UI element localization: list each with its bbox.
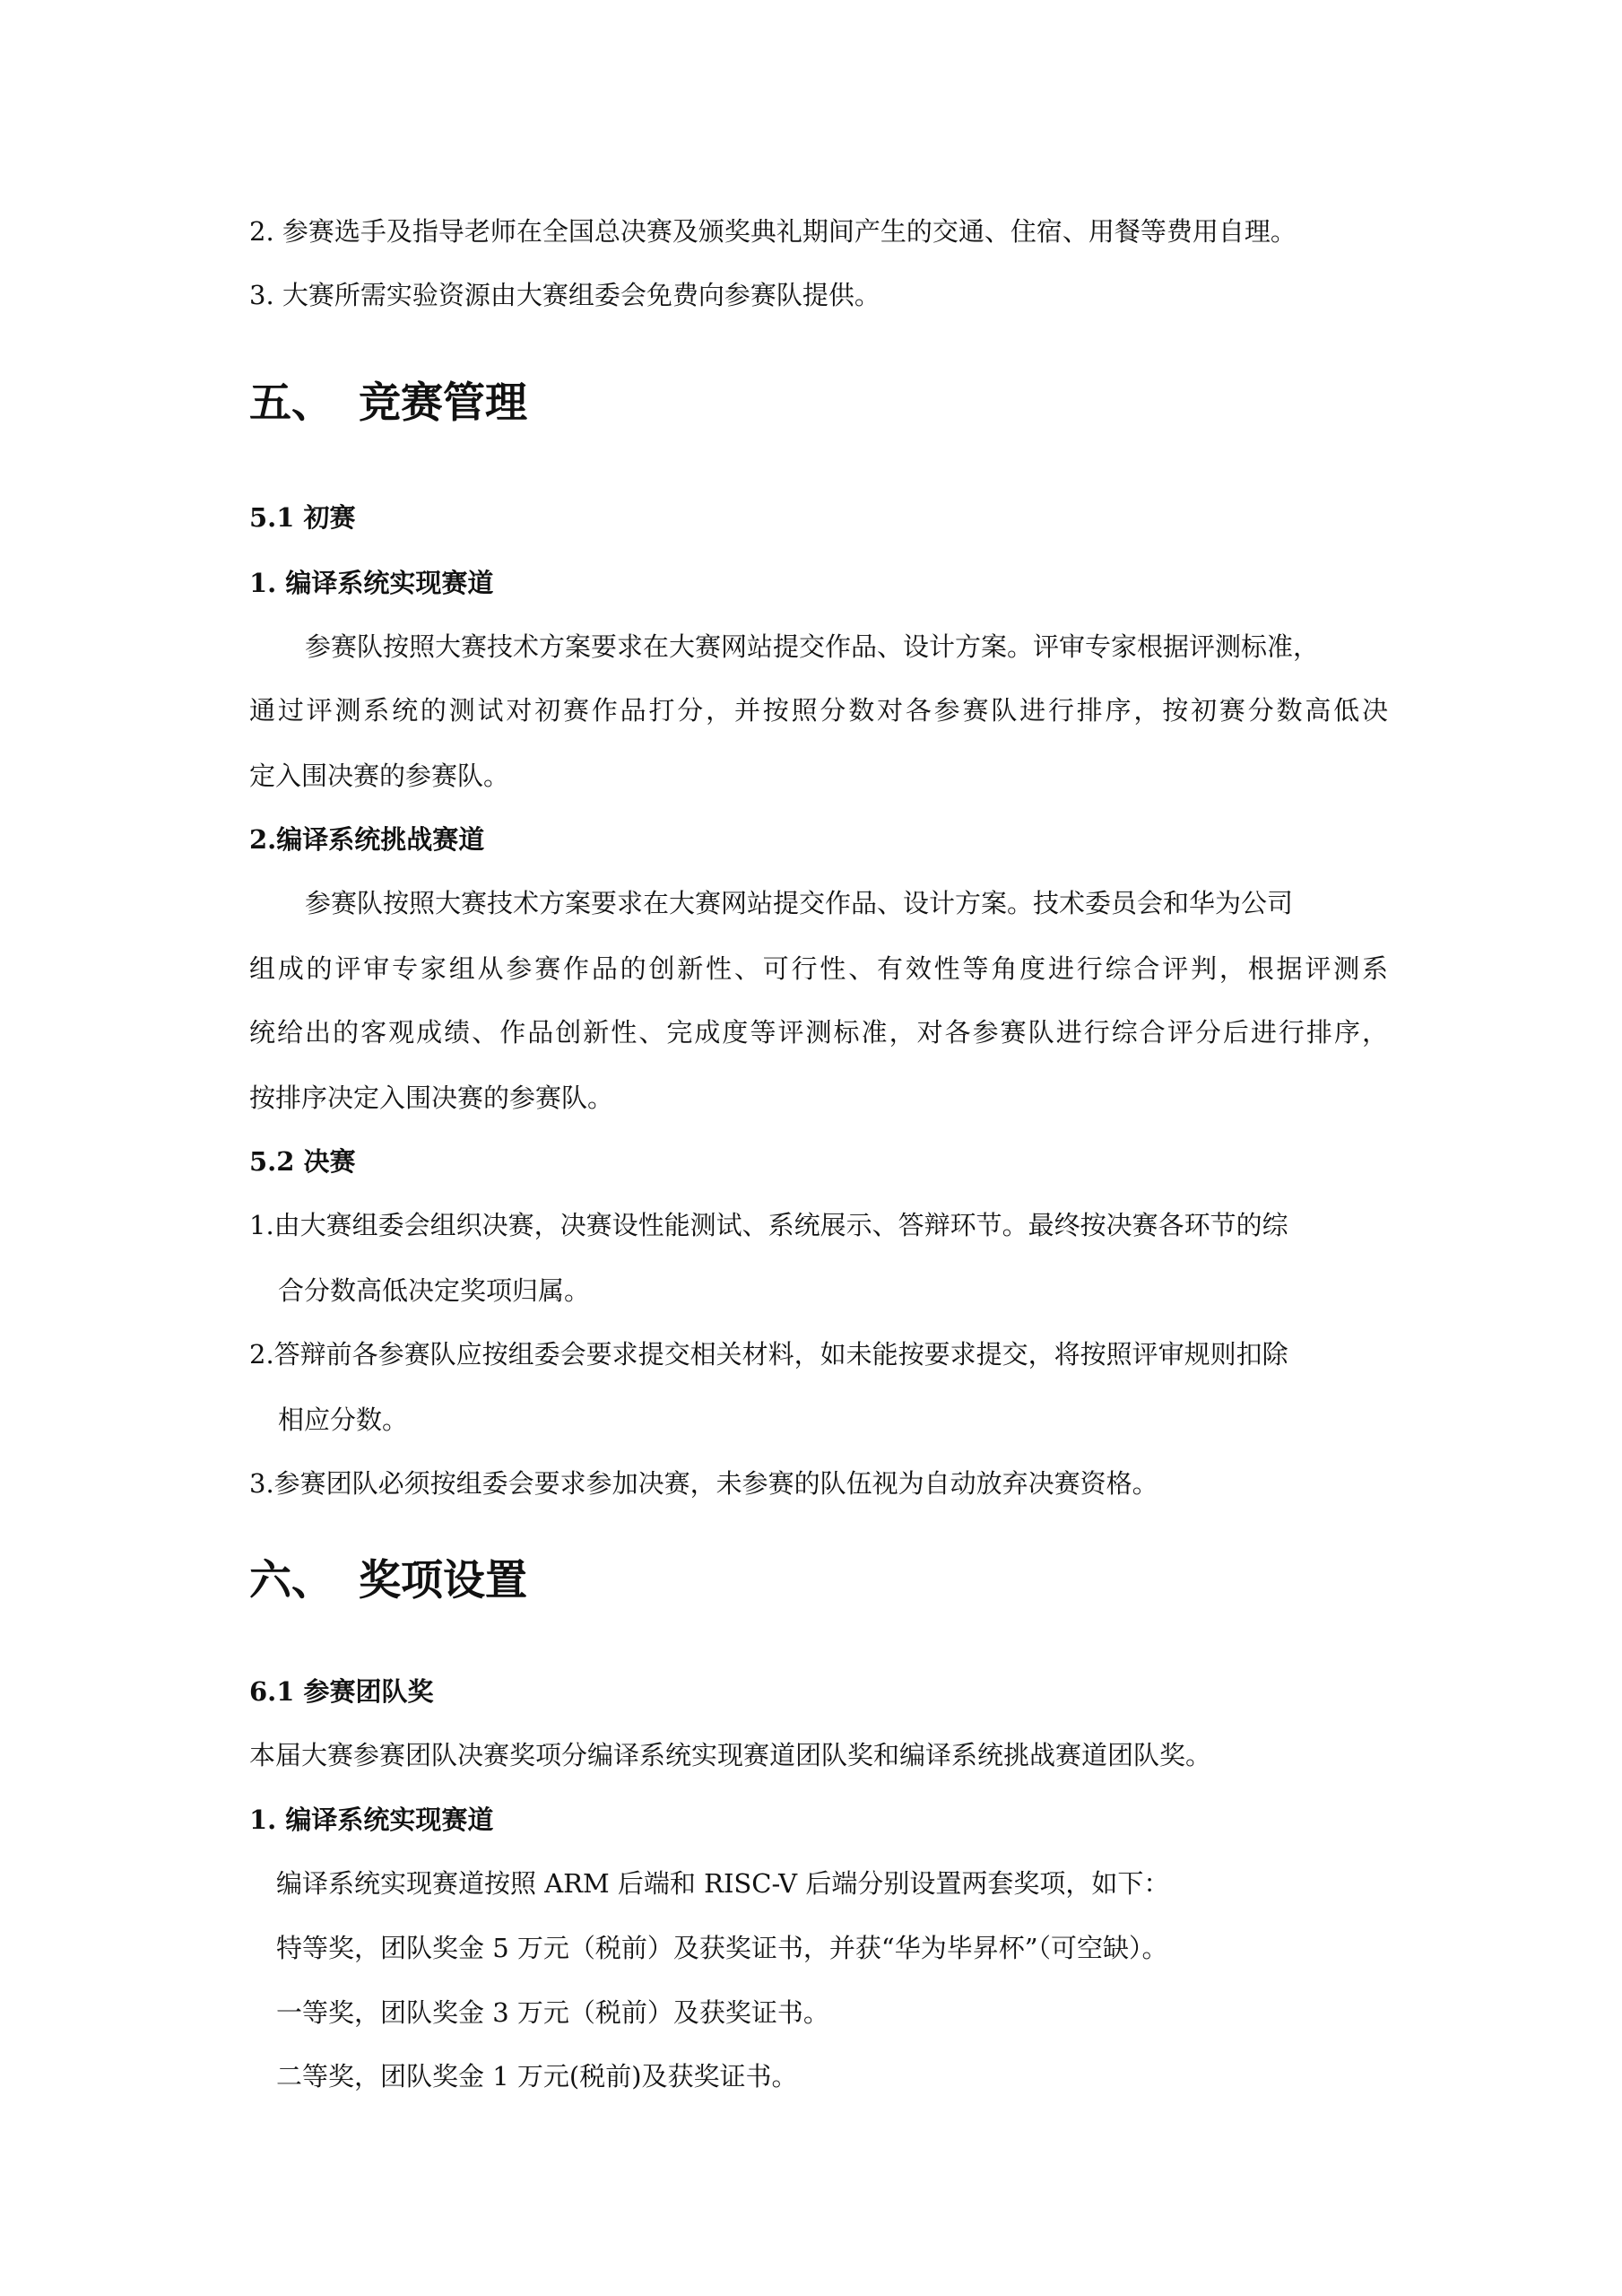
list-item: 2. 参赛选手及指导老师在全国总决赛及颁奖典礼期间产生的交通、住宿、用餐等费用自理。 xyxy=(249,216,1297,247)
paragraph-line: 参赛队按照大赛技术方案要求在大赛网站提交作品、设计方案。技术委员会和华为公司 xyxy=(305,888,1294,918)
subsection-heading: 5.1 初赛 xyxy=(249,502,356,533)
award-line: 特等奖，团队奖金 5 万元（税前）及获奖证书，并获“华为毕昇杯”（可空缺）。 xyxy=(276,1933,1168,1963)
paragraph-line: 参赛队按照大赛技术方案要求在大赛网站提交作品、设计方案。评审专家根据评测标准， xyxy=(305,631,1320,662)
list-item-continuation: 相应分数。 xyxy=(278,1405,409,1435)
section-number: 六、 xyxy=(249,1556,334,1605)
paragraph-line: 本届大赛参赛团队决赛奖项分编译系统实现赛道团队奖和编译系统挑战赛道团队奖。 xyxy=(249,1740,1212,1770)
list-item: 3.参赛团队必须按组委会要求参加决赛，未参赛的队伍视为自动放弃决赛资格。 xyxy=(249,1468,1158,1499)
section-title: 竞赛管理 xyxy=(359,378,527,428)
subsection-heading: 6.1 参赛团队奖 xyxy=(249,1676,434,1707)
list-item: 1.由大赛组委会组织决赛，决赛设性能测试、系统展示、答辩环节。最终按决赛各环节的综 xyxy=(249,1210,1288,1240)
award-line: 一等奖，团队奖金 3 万元（税前）及获奖证书。 xyxy=(276,1997,829,2028)
award-line: 二等奖，团队奖金 1 万元(税前)及获奖证书。 xyxy=(276,2061,798,2092)
list-item: 3. 大赛所需实验资源由大赛组委会免费向参赛队提供。 xyxy=(249,280,880,310)
paragraph-line: 按排序决定入围决赛的参赛队。 xyxy=(249,1083,614,1113)
paragraph-line: 编译系统实现赛道按照 ARM 后端和 RISC-V 后端分别设置两套奖项，如下： xyxy=(276,1868,1170,1899)
track-heading: 2.编译系统挑战赛道 xyxy=(249,824,485,855)
paragraph-line: 统给出的客观成绩、作品创新性、完成度等评测标准，对各参赛队进行综合评分后进行排序， xyxy=(249,1017,1388,1048)
list-item: 2.答辩前各参赛队应按组委会要求提交相关材料，如未能按要求提交，将按照评审规则扣除 xyxy=(249,1339,1288,1370)
paragraph-line: 定入围决赛的参赛队。 xyxy=(249,761,510,791)
subsection-heading: 5.2 决赛 xyxy=(249,1146,356,1177)
section-title: 奖项设置 xyxy=(359,1556,527,1605)
track-heading: 1. 编译系统实现赛道 xyxy=(249,568,494,598)
paragraph-line: 通过评测系统的测试对初赛作品打分，并按照分数对各参赛队进行排序，按初赛分数高低决 xyxy=(249,695,1388,726)
paragraph-line: 组成的评审专家组从参赛作品的创新性、可行性、有效性等角度进行综合评判，根据评测系 xyxy=(249,953,1388,984)
section-heading xyxy=(249,1554,527,1608)
list-item-continuation: 合分数高低决定奖项归属。 xyxy=(278,1275,591,1306)
section-heading xyxy=(249,377,527,430)
section-number: 五、 xyxy=(249,378,334,428)
track-heading: 1. 编译系统实现赛道 xyxy=(249,1805,494,1835)
